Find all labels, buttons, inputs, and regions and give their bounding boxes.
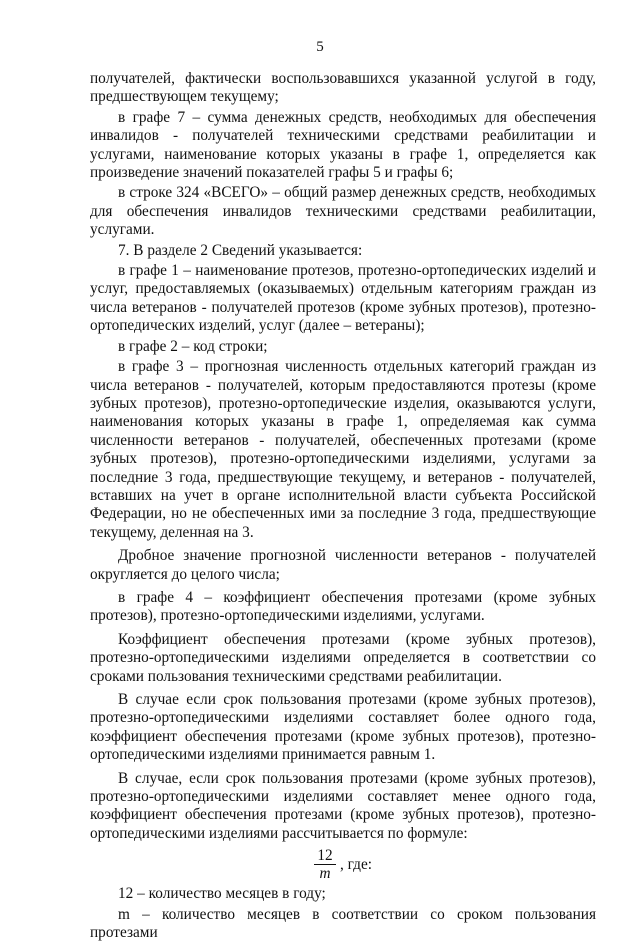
paragraph-months-in-year: 12 – количество месяцев в году; (118, 885, 326, 903)
formula-numerator: 12 (317, 847, 333, 865)
formula-suffix: , где: (340, 855, 372, 873)
paragraph-coefficient-definition: Коэффициент обеспечения протезами (кроме зубных протезов), протезно-ортопедическими изделиями определяется в соответствии со сроками пользования техническими средствами реабилитации. (90, 630, 596, 685)
formula-denominator: m (319, 865, 331, 883)
coefficient-formula (90, 847, 596, 882)
paragraph-section-2-heading: 7. В разделе 2 Сведений указывается: (118, 241, 363, 259)
paragraph-coefficient-under-one-year: В случае, если срок пользования протезами (кроме зубных протезов), протезно-ортопедическими изделиями составляет менее одного года, коэффициент обеспечения протезами (кроме зубных протезов), протезно-ортопедическими изделиями рассчитывается по формуле: (90, 769, 596, 842)
paragraph-section-2-column-4: в графе 4 – коэффициент обеспечения протезами (кроме зубных протезов), протезно-ортопедическими изделиями, услугами. (90, 588, 596, 625)
paragraph-section-2-column-1: в графе 1 – наименование протезов, протезно-ортопедических изделий и услуг, предоставляемых (оказываемых) отдельным категориям граждан из числа ветеранов - получателей протезов (кроме зубных протезов), протезно-ортопедических изделий, услуг (далее – ветераны); (90, 262, 596, 335)
paragraph-section-2-column-2: в графе 2 – код строки; (118, 337, 268, 355)
paragraph-months-of-use: m – количество месяцев в соответствии со сроком пользования протезами (90, 905, 596, 942)
paragraph-row-324-total: в строке 324 «ВСЕГО» – общий размер денежных средств, необходимых для обеспечения инвалидов техническими средствами реабилитации, услугами. (90, 184, 596, 239)
paragraph-coefficient-over-one-year: В случае если срок пользования протезами (кроме зубных протезов), протезно-ортопедическими изделиями составляет более одного года, коэффициент обеспечения протезами (кроме зубных протезов), протезно-ортопедическими изделиями принимается равным 1. (90, 691, 596, 764)
page-number: 5 (316, 39, 324, 55)
paragraph-rounding-rule: Дробное значение прогнозной численности ветеранов - получателей округляется до целого числа; (90, 547, 596, 583)
paragraph-column-7: в графе 7 – сумма денежных средств, необходимых для обеспечения инвалидов - получателей техническими средствами реабилитации и услугами, наименование которых указаны в графе 1, определяется как произведение значений показателей графы 5 и графы 6; (90, 108, 596, 182)
paragraph-continuation: получателей, фактически воспользовавшихся указанной услугой в году, предшествующем текущему; (90, 70, 596, 106)
document-body (90, 70, 596, 944)
formula-fraction (314, 847, 336, 882)
paragraph-section-2-column-3: в графе 3 – прогнозная численность отдельных категорий граждан из числа ветеранов - получателей, которым предоставляются протезы (кроме зубных протезов), протезно-ортопедические изделия, оказываются услуги, наименования которых указаны в графе 1, определяемая как сумма численности ветеранов - получателей, обеспеченных протезами (кроме зубных протезов), протезно-ортопедическими изделиями, услугами за последние 3 года, предшествующие текущему, и ветеранов - получателей, вставших на учет в органе исполнительной власти субъекта Российской Федерации, но не обеспеченных ими за последние 3 года, предшествующие текущему, деленная на 3. (90, 358, 596, 541)
